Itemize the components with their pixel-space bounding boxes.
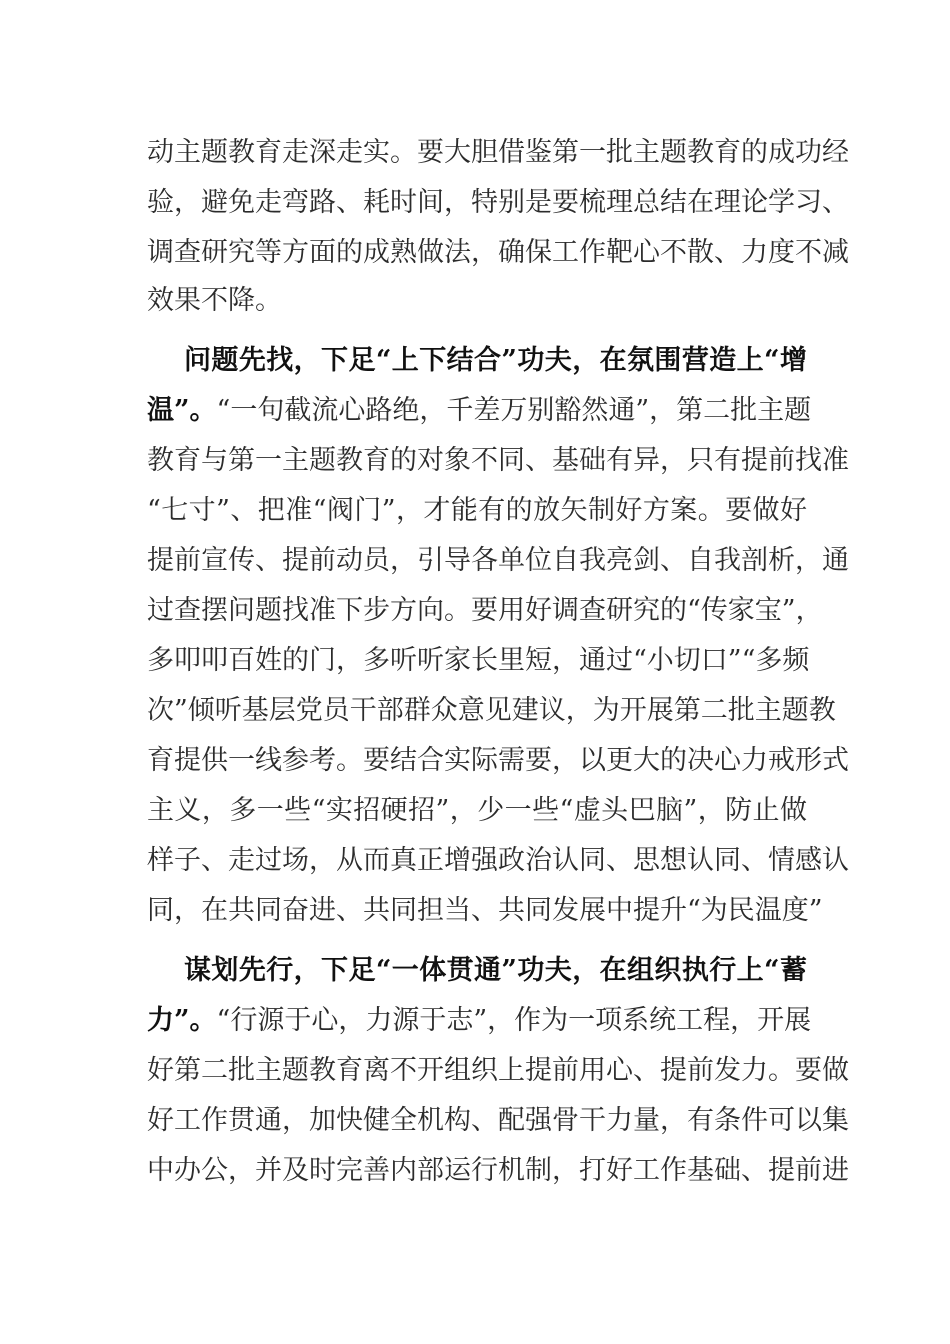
text-line: 好工作贯通，加快健全机构、配强骨干力量，有条件可以集	[147, 1105, 849, 1136]
text-line	[147, 1004, 812, 1038]
text-line: 验，避免走弯路、耗时间，特别是要梳理总结在理论学习、	[147, 187, 849, 218]
paragraph-heading: 谋划先行，下足“一体贯通”功夫，在组织执行上“蓄	[184, 955, 807, 986]
paragraph-heading-end: 力”。	[147, 1005, 217, 1036]
text-line: 效果不降。	[147, 285, 282, 316]
text-span: “行源于心，力源于志”，作为一项系统工程，开展	[216, 1005, 812, 1036]
text-line: 多叩叩百姓的门，多听听家长里短，通过“小切口”“多频	[147, 645, 810, 676]
paragraph-heading-end: 温”。	[147, 395, 217, 426]
text-span: “一句截流心路绝，千差万别豁然通”，第二批主题	[216, 395, 812, 426]
text-line: 中办公，并及时完善内部运行机制，打好工作基础、提前进	[147, 1155, 849, 1186]
text-line: 育提供一线参考。要结合实际需要，以更大的决心力戒形式	[147, 745, 849, 776]
text-line: 好第二批主题教育离不开组织上提前用心、提前发力。要做	[147, 1055, 849, 1086]
paragraph-heading: 问题先找，下足“上下结合”功夫，在氛围营造上“增	[184, 345, 807, 376]
text-line: 主义，多一些“实招硬招”，少一些“虚头巴脑”，防止做	[147, 795, 807, 826]
text-line: 动主题教育走深走实。要大胆借鉴第一批主题教育的成功经	[147, 137, 849, 168]
text-line: 提前宣传、提前动员，引导各单位自我亮剑、自我剖析，通	[147, 545, 849, 576]
text-line: 教育与第一主题教育的对象不同、基础有异，只有提前找准	[147, 445, 849, 476]
text-line: 同，在共同奋进、共同担当、共同发展中提升“为民温度”	[147, 895, 823, 926]
text-line: 次”倾听基层党员干部群众意见建议，为开展第二批主题教	[147, 695, 836, 726]
text-line: 样子、走过场，从而真正增强政治认同、思想认同、情感认	[147, 845, 849, 876]
text-line: 调查研究等方面的成熟做法，确保工作靶心不散、力度不减	[147, 237, 849, 268]
text-line	[147, 394, 812, 428]
text-line: “七寸”、把准“阀门”，才能有的放矢制好方案。要做好	[147, 495, 807, 526]
text-line: 过查摆问题找准下步方向。要用好调查研究的“传家宝”，	[147, 595, 823, 626]
